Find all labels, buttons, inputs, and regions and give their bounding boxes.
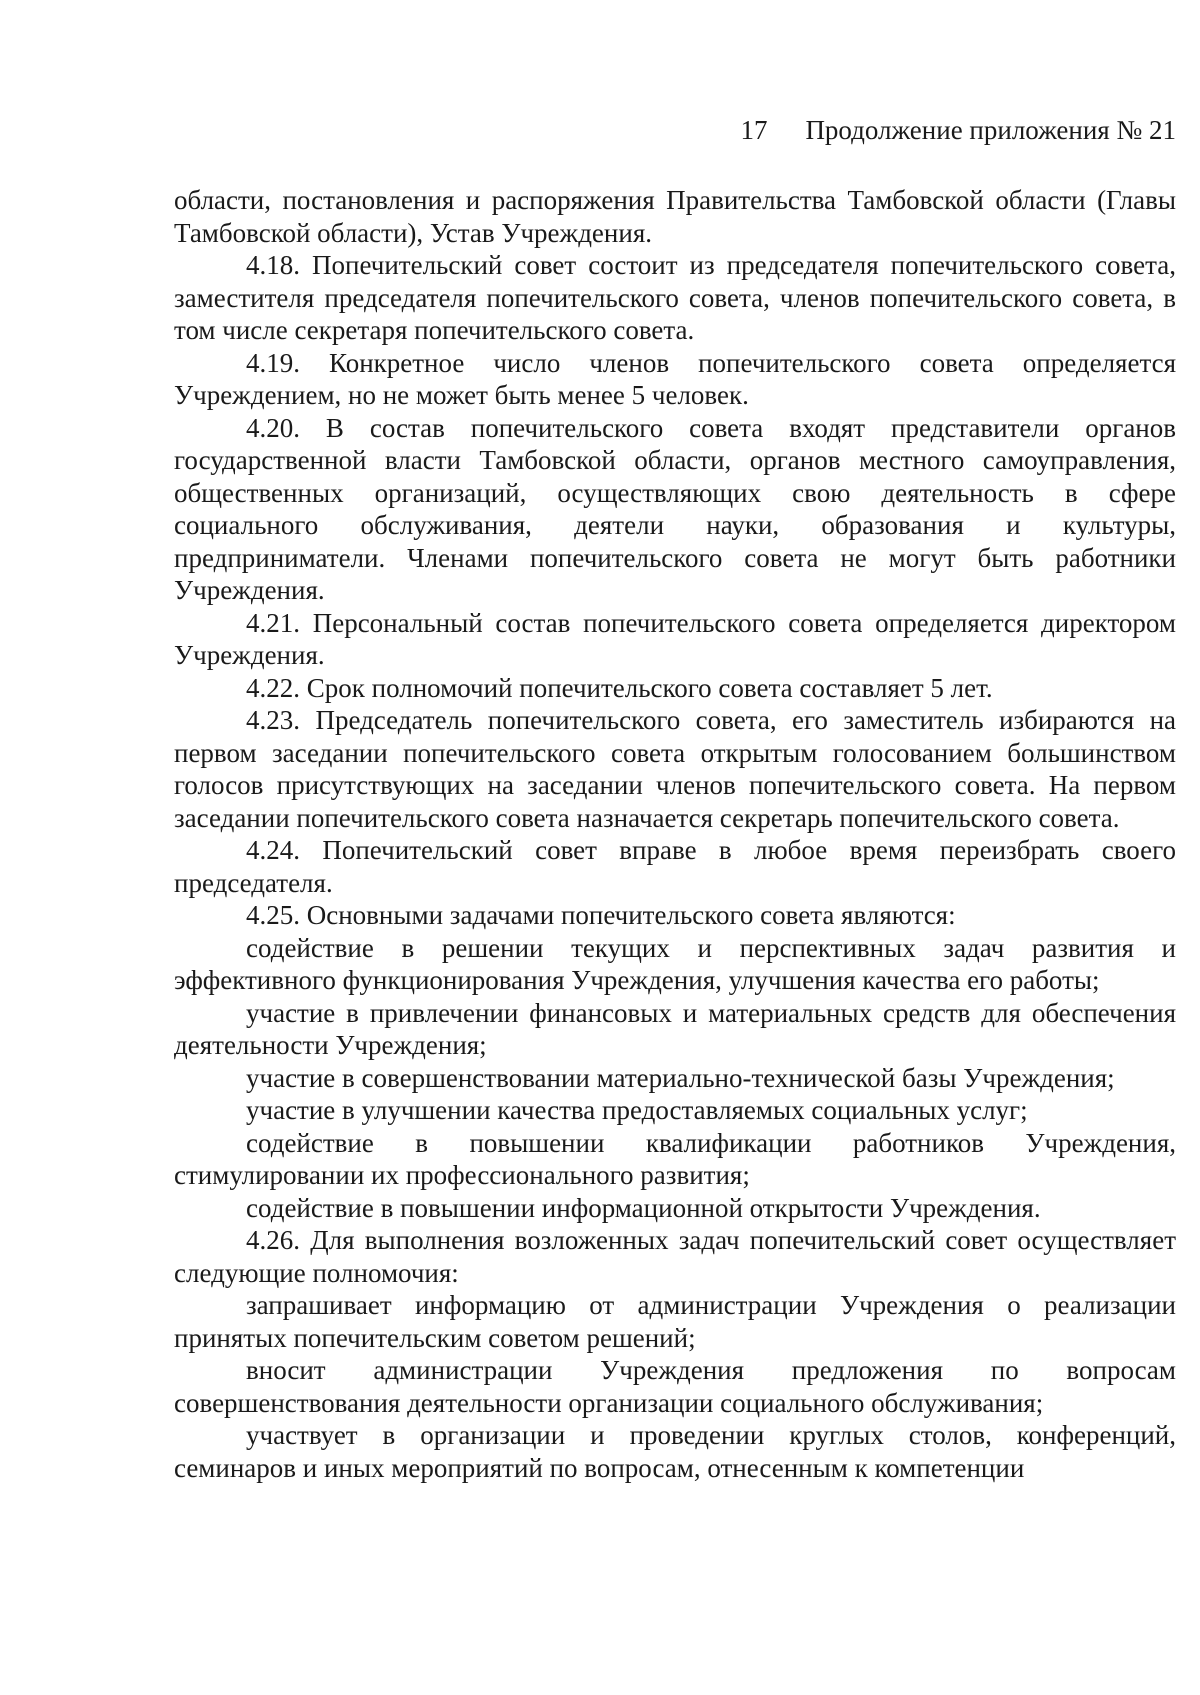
paragraph-4-26: 4.26. Для выполнения возложенных задач попечительский совет осуществляет следующие полномочия: xyxy=(174,1225,1176,1288)
header-title: Продолжение приложения № 21 xyxy=(805,115,1176,145)
list-item-task: содействие в повышении информационной открытости Учреждения. xyxy=(246,1192,1041,1223)
list-item-power: запрашивает информацию от администрации Учреждения о реализации принятых попечительским советом решений; xyxy=(174,1290,1176,1353)
list-item-task: участие в совершенствовании материально-технической базы Учреждения; xyxy=(246,1062,1115,1093)
paragraph-continued: области, постановления и распоряжения Правительства Тамбовской области (Главы Тамбовской области), Устав Учреждения. xyxy=(174,185,1176,248)
list-item-task: участие в привлечении финансовых и материальных средств для обеспечения деятельности Учреждения; xyxy=(174,997,1176,1060)
page-number: 17 xyxy=(740,115,768,145)
paragraph-4-20: 4.20. В состав попечительского совета входят представители органов государственной власти Тамбовской области, органов местного самоуправления, общественных организаций, осуществляющих свою деятельность в сфере социального обслуживания, деятели науки, образования и культуры, предприниматели. Членами попечительского совета не могут быть работники Учреждения. xyxy=(174,412,1176,605)
list-item-task: содействие в повышении квалификации работников Учреждения, стимулировании их профессионального развития; xyxy=(174,1127,1176,1190)
list-item-task: содействие в решении текущих и перспективных задач развития и эффективного функционирования Учреждения, улучшения качества его работы; xyxy=(174,932,1176,995)
list-item-power: участвует в организации и проведении круглых столов, конференций, семинаров и иных мероприятий по вопросам, отнесенным к компетенции xyxy=(174,1420,1176,1483)
paragraph-4-22: 4.22. Срок полномочий попечительского совета составляет 5 лет. xyxy=(246,672,993,703)
list-item-task: участие в улучшении качества предоставляемых социальных услуг; xyxy=(246,1095,1028,1125)
page-header xyxy=(170,112,1176,148)
paragraph-4-21: 4.21. Персональный состав попечительского совета определяется директором Учреждения. xyxy=(174,607,1176,670)
paragraph-4-23: 4.23. Председатель попечительского совета, его заместитель избираются на первом заседании попечительского совета открытым голосованием большинством голосов присутствующих на заседании членов попечительского совета. На первом заседании попечительского совета назначается секретарь попечительского совета. xyxy=(174,705,1176,833)
paragraph-4-19: 4.19. Конкретное число членов попечительского совета определяется Учреждением, но не может быть менее 5 человек. xyxy=(174,347,1176,410)
paragraph-4-25: 4.25. Основными задачами попечительского совета являются: xyxy=(246,900,956,930)
document-body xyxy=(174,184,1176,1484)
paragraph-4-24: 4.24. Попечительский совет вправе в любое время переизбрать своего председателя. xyxy=(174,835,1176,898)
paragraph-4-18: 4.18. Попечительский совет состоит из председателя попечительского совета, заместителя председателя попечительского совета, членов попечительского совета, в том числе секретаря попечительского совета. xyxy=(174,250,1176,345)
list-item-power: вносит администрации Учреждения предложения по вопросам совершенствования деятельности организации социального обслуживания; xyxy=(174,1355,1176,1418)
